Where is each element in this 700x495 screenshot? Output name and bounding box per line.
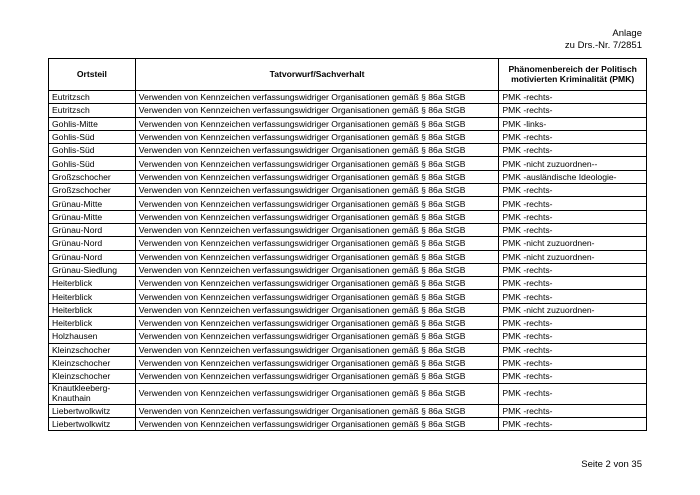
cell-tatvorwurf: Verwenden von Kennzeichen verfassungswidriger Organisationen gemäß § 86a StGB bbox=[135, 223, 499, 236]
cell-pmk: PMK -nicht zuzuordnen-- bbox=[499, 157, 647, 170]
cell-pmk: PMK -rechts- bbox=[499, 317, 647, 330]
cell-pmk: PMK -rechts- bbox=[499, 223, 647, 236]
table-row bbox=[49, 170, 647, 183]
cell-ortsteil: Grünau-Siedlung bbox=[49, 263, 136, 276]
table-row bbox=[49, 383, 647, 404]
cell-pmk: PMK -rechts- bbox=[499, 277, 647, 290]
cell-tatvorwurf: Verwenden von Kennzeichen verfassungswidriger Organisationen gemäß § 86a StGB bbox=[135, 317, 499, 330]
table-row bbox=[49, 277, 647, 290]
cell-tatvorwurf: Verwenden von Kennzeichen verfassungswidriger Organisationen gemäß § 86a StGB bbox=[135, 290, 499, 303]
cell-tatvorwurf: Verwenden von Kennzeichen verfassungswidriger Organisationen gemäß § 86a StGB bbox=[135, 250, 499, 263]
cell-ortsteil: Kleinzschocher bbox=[49, 370, 136, 383]
cell-tatvorwurf: Verwenden von Kennzeichen verfassungswidriger Organisationen gemäß § 86a StGB bbox=[135, 104, 499, 117]
cell-pmk: PMK -nicht zuzuordnen- bbox=[499, 237, 647, 250]
table-row bbox=[49, 343, 647, 356]
cell-tatvorwurf: Verwenden von Kennzeichen verfassungswidriger Organisationen gemäß § 86a StGB bbox=[135, 277, 499, 290]
cell-ortsteil: Gohlis-Süd bbox=[49, 130, 136, 143]
cell-pmk: PMK -rechts- bbox=[499, 417, 647, 430]
cell-ortsteil: Heiterblick bbox=[49, 303, 136, 316]
cell-ortsteil: Kleinzschocher bbox=[49, 343, 136, 356]
table-row bbox=[49, 303, 647, 316]
table-row bbox=[49, 104, 647, 117]
cell-tatvorwurf: Verwenden von Kennzeichen verfassungswidriger Organisationen gemäß § 86a StGB bbox=[135, 417, 499, 430]
cell-pmk: PMK -rechts- bbox=[499, 290, 647, 303]
cell-ortsteil: Gohlis-Süd bbox=[49, 157, 136, 170]
column-header-tatvorwurf: Tatvorwurf/Sachverhalt bbox=[135, 59, 499, 91]
table-row bbox=[49, 184, 647, 197]
cell-tatvorwurf: Verwenden von Kennzeichen verfassungswidriger Organisationen gemäß § 86a StGB bbox=[135, 157, 499, 170]
cell-pmk: PMK -links- bbox=[499, 117, 647, 130]
cell-pmk: PMK -rechts- bbox=[499, 91, 647, 104]
cell-ortsteil: Grünau-Nord bbox=[49, 223, 136, 236]
cell-ortsteil: Grünau-Mitte bbox=[49, 197, 136, 210]
cell-pmk: PMK -rechts- bbox=[499, 144, 647, 157]
cell-pmk: PMK -rechts- bbox=[499, 330, 647, 343]
cell-tatvorwurf: Verwenden von Kennzeichen verfassungswidriger Organisationen gemäß § 86a StGB bbox=[135, 356, 499, 369]
cell-pmk: PMK -ausländische Ideologie- bbox=[499, 170, 647, 183]
table-row bbox=[49, 330, 647, 343]
cell-ortsteil: Heiterblick bbox=[49, 290, 136, 303]
cell-ortsteil: Eutritzsch bbox=[49, 91, 136, 104]
cell-tatvorwurf: Verwenden von Kennzeichen verfassungswidriger Organisationen gemäß § 86a StGB bbox=[135, 370, 499, 383]
cell-tatvorwurf: Verwenden von Kennzeichen verfassungswidriger Organisationen gemäß § 86a StGB bbox=[135, 91, 499, 104]
cell-pmk: PMK -rechts- bbox=[499, 343, 647, 356]
cell-pmk: PMK -rechts- bbox=[499, 356, 647, 369]
table-row bbox=[49, 223, 647, 236]
table-row bbox=[49, 157, 647, 170]
cell-tatvorwurf: Verwenden von Kennzeichen verfassungswidriger Organisationen gemäß § 86a StGB bbox=[135, 303, 499, 316]
document-header bbox=[565, 28, 642, 52]
cell-ortsteil: Knautkleeberg-Knauthain bbox=[49, 383, 136, 404]
cell-ortsteil: Großzschocher bbox=[49, 184, 136, 197]
table-row bbox=[49, 250, 647, 263]
cell-tatvorwurf: Verwenden von Kennzeichen verfassungswidriger Organisationen gemäß § 86a StGB bbox=[135, 263, 499, 276]
cell-ortsteil: Kleinzschocher bbox=[49, 356, 136, 369]
cell-pmk: PMK -rechts- bbox=[499, 370, 647, 383]
cell-ortsteil: Holzhausen bbox=[49, 330, 136, 343]
cell-ortsteil: Liebertwolkwitz bbox=[49, 417, 136, 430]
cell-tatvorwurf: Verwenden von Kennzeichen verfassungswidriger Organisationen gemäß § 86a StGB bbox=[135, 130, 499, 143]
table-row bbox=[49, 210, 647, 223]
cell-tatvorwurf: Verwenden von Kennzeichen verfassungswidriger Organisationen gemäß § 86a StGB bbox=[135, 144, 499, 157]
cell-pmk: PMK -rechts- bbox=[499, 104, 647, 117]
page-number: Seite 2 von 35 bbox=[581, 459, 642, 470]
cell-ortsteil: Eutritzsch bbox=[49, 104, 136, 117]
cell-tatvorwurf: Verwenden von Kennzeichen verfassungswidriger Organisationen gemäß § 86a StGB bbox=[135, 383, 499, 404]
cell-pmk: PMK -rechts- bbox=[499, 130, 647, 143]
incident-table bbox=[48, 58, 647, 431]
cell-tatvorwurf: Verwenden von Kennzeichen verfassungswidriger Organisationen gemäß § 86a StGB bbox=[135, 210, 499, 223]
cell-ortsteil: Heiterblick bbox=[49, 277, 136, 290]
table-row bbox=[49, 263, 647, 276]
cell-tatvorwurf: Verwenden von Kennzeichen verfassungswidriger Organisationen gemäß § 86a StGB bbox=[135, 237, 499, 250]
cell-ortsteil: Liebertwolkwitz bbox=[49, 404, 136, 417]
cell-tatvorwurf: Verwenden von Kennzeichen verfassungswidriger Organisationen gemäß § 86a StGB bbox=[135, 117, 499, 130]
cell-pmk: PMK -rechts- bbox=[499, 210, 647, 223]
cell-tatvorwurf: Verwenden von Kennzeichen verfassungswidriger Organisationen gemäß § 86a StGB bbox=[135, 197, 499, 210]
column-header-pmk: Phänomenbereich der Politisch motivierten Kriminalität (PMK) bbox=[499, 59, 647, 91]
cell-ortsteil: Grünau-Nord bbox=[49, 237, 136, 250]
cell-ortsteil: Gohlis-Süd bbox=[49, 144, 136, 157]
cell-ortsteil: Grünau-Mitte bbox=[49, 210, 136, 223]
cell-pmk: PMK -nicht zuzuordnen- bbox=[499, 303, 647, 316]
cell-tatvorwurf: Verwenden von Kennzeichen verfassungswidriger Organisationen gemäß § 86a StGB bbox=[135, 343, 499, 356]
table-header-row bbox=[49, 59, 647, 91]
cell-pmk: PMK -rechts- bbox=[499, 263, 647, 276]
table-row bbox=[49, 317, 647, 330]
cell-pmk: PMK -rechts- bbox=[499, 383, 647, 404]
cell-pmk: PMK -rechts- bbox=[499, 404, 647, 417]
cell-ortsteil: Großzschocher bbox=[49, 170, 136, 183]
cell-ortsteil: Grünau-Nord bbox=[49, 250, 136, 263]
table-body bbox=[49, 91, 647, 431]
cell-pmk: PMK -rechts- bbox=[499, 184, 647, 197]
table-row bbox=[49, 356, 647, 369]
cell-tatvorwurf: Verwenden von Kennzeichen verfassungswidriger Organisationen gemäß § 86a StGB bbox=[135, 404, 499, 417]
table-row bbox=[49, 91, 647, 104]
table-row bbox=[49, 290, 647, 303]
table-row bbox=[49, 144, 647, 157]
cell-tatvorwurf: Verwenden von Kennzeichen verfassungswidriger Organisationen gemäß § 86a StGB bbox=[135, 170, 499, 183]
table-row bbox=[49, 117, 647, 130]
header-drucksache: zu Drs.-Nr. 7/2851 bbox=[564, 40, 642, 51]
table-row bbox=[49, 404, 647, 417]
table-row bbox=[49, 370, 647, 383]
header-anlage: Anlage bbox=[612, 28, 642, 39]
cell-tatvorwurf: Verwenden von Kennzeichen verfassungswidriger Organisationen gemäß § 86a StGB bbox=[135, 184, 499, 197]
table-row bbox=[49, 237, 647, 250]
cell-ortsteil: Heiterblick bbox=[49, 317, 136, 330]
table-row bbox=[49, 130, 647, 143]
cell-tatvorwurf: Verwenden von Kennzeichen verfassungswidriger Organisationen gemäß § 86a StGB bbox=[135, 330, 499, 343]
cell-pmk: PMK -rechts- bbox=[499, 197, 647, 210]
table-row bbox=[49, 197, 647, 210]
cell-pmk: PMK -nicht zuzuordnen- bbox=[499, 250, 647, 263]
column-header-ortsteil: Ortsteil bbox=[49, 59, 136, 91]
cell-ortsteil: Gohlis-Mitte bbox=[49, 117, 136, 130]
table-row bbox=[49, 417, 647, 430]
